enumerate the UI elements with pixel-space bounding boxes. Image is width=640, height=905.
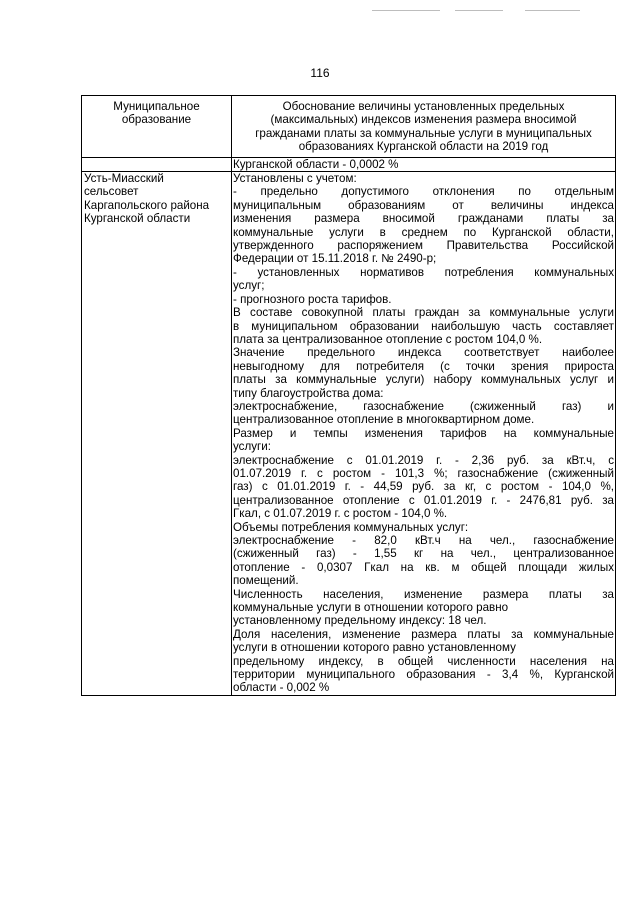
text-line: в муниципальном образовании наибольшую часть составляет bbox=[233, 319, 614, 333]
text-line: централизованное отопление в многоквартирном доме. bbox=[233, 413, 535, 427]
header-line: (максимальных) индексов изменения размера вносимой bbox=[270, 113, 577, 127]
table-header-row bbox=[82, 96, 616, 158]
continuation-municipality-cell bbox=[82, 157, 232, 171]
text-line: Размер и темпы изменения тарифов на коммунальные bbox=[233, 426, 614, 440]
page-number: 116 bbox=[310, 66, 330, 80]
text-line: коммунальные услуги в среднем по Курганской области, bbox=[233, 225, 614, 239]
text-line: установленному предельному индексу: 18 чел. bbox=[233, 614, 487, 628]
text-line: электроснабжение, газоснабжение (сжиженный газ) и bbox=[233, 399, 614, 413]
text-line: Значение предельного индекса соответствует наиболее bbox=[233, 346, 614, 360]
text-line: услуги в отношении которого равно установленному bbox=[233, 641, 516, 655]
text-line: утвержденного распоряжением Правительства Российской bbox=[233, 239, 614, 253]
header-line: Муниципальное bbox=[113, 100, 200, 113]
text-line: невыгодному для потребителя (с точки зрения прироста bbox=[233, 359, 614, 373]
municipality-line: Каргапольского района bbox=[84, 198, 210, 212]
text-line: Численность населения, изменение размера платы за bbox=[233, 587, 614, 601]
text-line: (сжиженный газ) - 1,55 кг на чел., централизованное bbox=[233, 547, 614, 561]
municipality-cell bbox=[82, 172, 232, 696]
text-line: услуги: bbox=[233, 440, 271, 454]
text-line: территории муниципального образования - 3,4 %, Курганской bbox=[233, 668, 614, 682]
header-line: образованиях Курганской области на 2019 год bbox=[298, 140, 549, 154]
municipality-line: Усть-Миасский bbox=[84, 172, 164, 186]
text-line: плата за централизованное отопление с ростом 104,0 %. bbox=[233, 332, 543, 346]
scan-mark bbox=[525, 10, 580, 11]
text-line: изменения размера вносимой гражданами платы за bbox=[233, 212, 614, 226]
text-line: Объемы потребления коммунальных услуг: bbox=[233, 520, 469, 534]
text-line: - предельно допустимого отклонения по отдельным bbox=[233, 185, 614, 199]
text-line: платы за коммунальные услуги) набору коммунальных услуг и bbox=[233, 373, 614, 387]
table-row-continuation bbox=[82, 157, 616, 171]
header-justification bbox=[232, 96, 616, 158]
text-line: помещений. bbox=[233, 574, 299, 588]
continuation-text-cell bbox=[232, 157, 616, 171]
text-line: услуг; bbox=[233, 279, 265, 293]
text-line: Доля населения, изменение размера платы за коммунальные bbox=[233, 627, 614, 641]
text-line: типу благоустройства дома: bbox=[233, 386, 384, 400]
text-line: Гкал, с 01.07.2019 г. с ростом - 104,0 %. bbox=[233, 507, 448, 521]
text-line: электроснабжение - 82,0 кВт.ч на чел., газоснабжение bbox=[233, 534, 614, 547]
text-line: - установленных нормативов потребления коммунальных bbox=[233, 265, 614, 279]
scan-mark bbox=[372, 10, 440, 11]
text-line: области - 0,002 % bbox=[233, 681, 330, 695]
header-municipality bbox=[82, 96, 232, 158]
text-line: Установлены с учетом: bbox=[233, 172, 357, 186]
header-line: гражданами платы за коммунальные услуги в муниципальных bbox=[255, 126, 592, 140]
text-line: коммунальные услуги в отношении которого равно bbox=[233, 601, 509, 615]
text-line: отопление - 0,0307 Гкал на кв. м общей площади жилых bbox=[233, 560, 614, 574]
table-row bbox=[82, 172, 616, 696]
text-line: газ) с 01.01.2019 г. - 44,59 руб. за кг, с ростом - 104,0 %, bbox=[233, 480, 614, 494]
text-line: муниципальным образованиям от величины индекса bbox=[233, 198, 614, 212]
municipality-line: сельсовет bbox=[84, 185, 139, 199]
text-line: централизованное отопление с 01.01.2019 г. - 2476,81 руб. за bbox=[233, 493, 614, 507]
text-line: электроснабжение с 01.01.2019 г. - 2,36 руб. за кВт.ч, с bbox=[233, 453, 614, 467]
scan-mark bbox=[455, 10, 503, 11]
text-line: предельному индексу, в общей численности населения на bbox=[233, 654, 614, 668]
text-line: - прогнозного роста тарифов. bbox=[233, 292, 392, 306]
header-line: Обоснование величины установленных предельных bbox=[282, 100, 565, 113]
header-line: образование bbox=[121, 113, 192, 127]
text-line: Федерации от 15.11.2018 г. № 2490-р; bbox=[233, 252, 437, 266]
municipality-line: Курганской области bbox=[84, 212, 191, 226]
text-line: 01.07.2019 г. с ростом - 101,3 %; газоснабжение (сжиженный bbox=[233, 466, 614, 480]
text-line: Курганской области - 0,0002 % bbox=[233, 157, 399, 171]
justification-table bbox=[81, 95, 616, 696]
justification-text-cell bbox=[232, 172, 616, 696]
text-line: В составе совокупной платы граждан за коммунальные услуги bbox=[233, 306, 614, 320]
